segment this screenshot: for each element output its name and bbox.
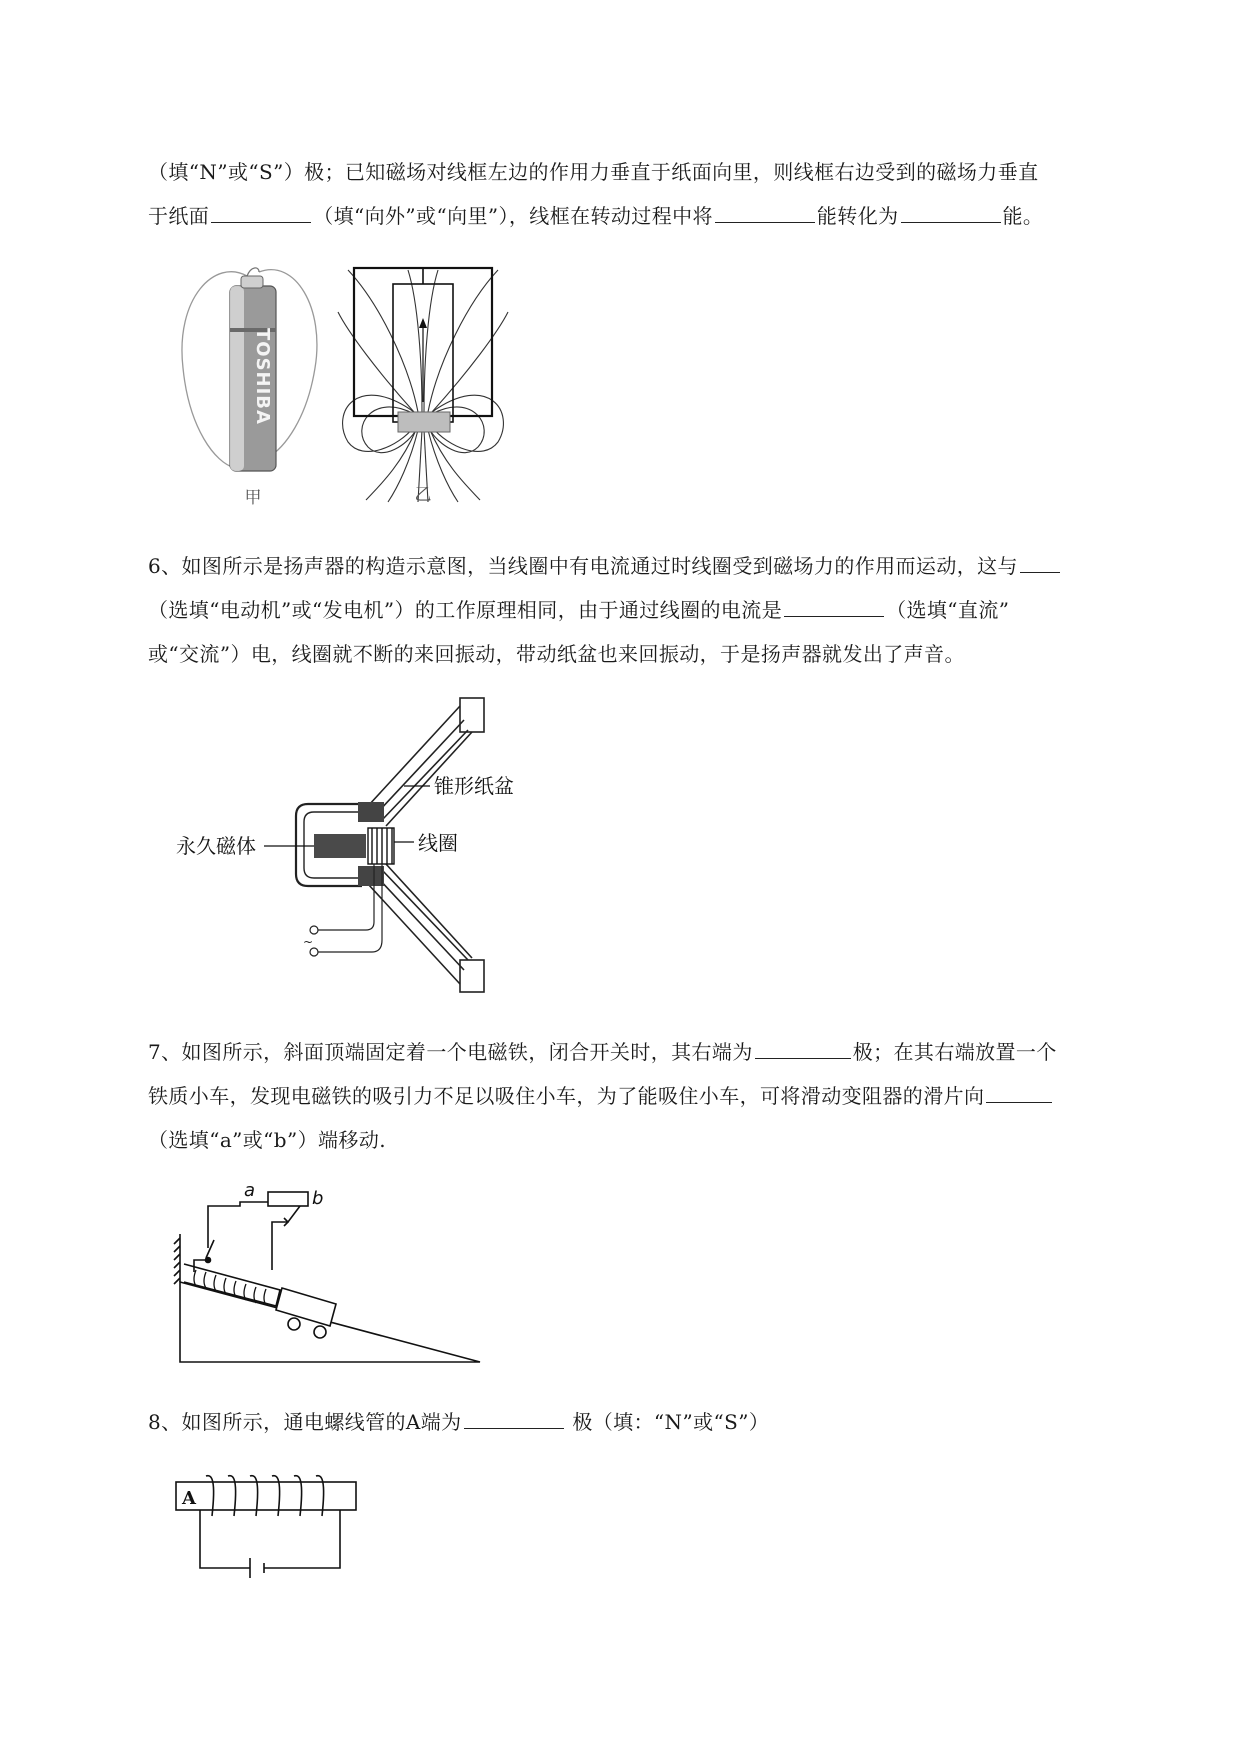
q5-line1: （填“N”或“S”）极；已知磁场对线框左边的作用力垂直于纸面向里，则线框右边受到的磁场力垂直 bbox=[148, 160, 1039, 184]
q8-text bbox=[148, 1400, 1148, 1444]
solenoid-diagram bbox=[170, 1464, 370, 1594]
q5-line2-d: 能。 bbox=[1002, 204, 1044, 228]
battery-brand-label: TOSHIBA bbox=[252, 328, 273, 425]
figure-label-yi: 乙 bbox=[414, 485, 432, 505]
q7-answer-blank-2[interactable] bbox=[986, 1080, 1052, 1103]
battery-wire-diagram bbox=[175, 258, 335, 508]
q5-line2-b: （填“向外”或“向里”），线框在转动过程中将 bbox=[313, 204, 713, 228]
figure-label-jia: 甲 bbox=[244, 488, 262, 508]
loudspeaker-diagram bbox=[168, 690, 568, 1000]
q7-answer-blank-1[interactable] bbox=[755, 1036, 851, 1059]
svg-text:~: ~ bbox=[303, 935, 314, 949]
label-cone: 锥形纸盆 bbox=[434, 774, 514, 798]
label-a: a bbox=[244, 1180, 256, 1201]
label-coil: 线圈 bbox=[418, 831, 458, 855]
q8-line1-a: 8、如图所示，通电螺线管的A端为 bbox=[148, 1410, 462, 1434]
q5-answer-blank-3[interactable] bbox=[901, 200, 1001, 223]
q5-text bbox=[148, 150, 1148, 238]
q6-answer-blank-1[interactable] bbox=[1020, 550, 1060, 573]
q6-text bbox=[148, 544, 1148, 676]
q6-line2-b: （选填“直流” bbox=[886, 598, 1010, 622]
label-end-A: A bbox=[182, 1488, 196, 1509]
q6-line3: 或“交流”）电，线圈就不断的来回振动，带动纸盆也来回振动，于是扬声器就发出了声音。 bbox=[148, 642, 965, 666]
q8-answer-blank-1[interactable] bbox=[464, 1406, 564, 1429]
q7-figure-incline bbox=[168, 1174, 488, 1374]
q8-figure-solenoid bbox=[170, 1464, 370, 1594]
q7-line2: 铁质小车，发现电磁铁的吸引力不足以吸住小车，为了能吸住小车，可将滑动变阻器的滑片向 bbox=[148, 1084, 985, 1108]
label-b: b bbox=[312, 1188, 324, 1209]
q8-line1-b: 极（填：“N”或“S”） bbox=[565, 1410, 770, 1434]
q7-line1-a: 7、如图所示，斜面顶端固定着一个电磁铁，闭合开关时，其右端为 bbox=[148, 1040, 753, 1064]
q6-answer-blank-2[interactable] bbox=[784, 594, 884, 617]
incline-electromagnet-diagram bbox=[168, 1174, 488, 1374]
q5-answer-blank-1[interactable] bbox=[211, 200, 311, 223]
q7-text bbox=[148, 1030, 1148, 1162]
q6-line1-a: 6、如图所示是扬声器的构造示意图，当线圈中有电流通过时线圈受到磁场力的作用而运动，这与 bbox=[148, 554, 1018, 578]
q5-line2-a: 于纸面 bbox=[148, 204, 210, 228]
label-permanent-magnet: 永久磁体 bbox=[176, 834, 256, 858]
q5-figure-yi bbox=[338, 262, 508, 507]
q6-figure-loudspeaker bbox=[168, 690, 568, 1000]
q5-answer-blank-2[interactable] bbox=[715, 200, 815, 223]
q5-line2-c: 能转化为 bbox=[816, 204, 899, 228]
q5-figure-jia bbox=[175, 258, 335, 508]
q7-line3: （选填“a”或“b”）端移动. bbox=[148, 1128, 386, 1152]
q7-line1-b: 极；在其右端放置一个 bbox=[852, 1040, 1057, 1064]
magnetic-field-frame-diagram bbox=[338, 262, 508, 507]
q6-line2-a: （选填“电动机”或“发电机”）的工作原理相同，由于通过线圈的电流是 bbox=[148, 598, 783, 622]
